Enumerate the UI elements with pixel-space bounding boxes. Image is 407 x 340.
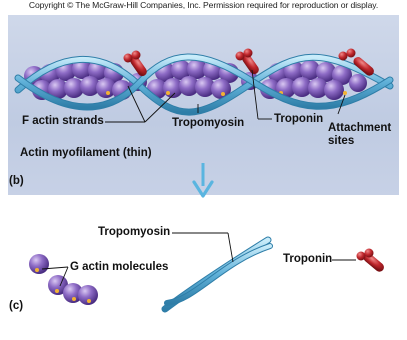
tropomyosin-molecule: [165, 240, 270, 309]
actin-beads: [24, 59, 367, 100]
label-troponin-b: Troponin: [274, 113, 324, 125]
label-tropomyosin-c: Tropomyosin: [98, 226, 171, 238]
panel-b-letter: (b): [9, 175, 24, 187]
label-g-actin-molecules: G actin molecules: [70, 261, 169, 273]
panel-c-letter: (c): [9, 300, 24, 312]
down-arrow: [194, 163, 212, 196]
label-actin-myofilament: Actin myofilament (thin): [20, 147, 152, 159]
troponin-molecule: [357, 249, 386, 274]
label-attachment-sites: Attachment sites: [328, 122, 392, 147]
label-tropomyosin-b: Tropomyosin: [172, 117, 245, 129]
label-troponin-c: Troponin: [283, 253, 333, 265]
label-f-actin-strands: F actin strands: [22, 115, 104, 127]
copyright-notice: Copyright © The McGraw-Hill Companies, Inc. Permission required for reproduction or display.: [28, 0, 379, 10]
